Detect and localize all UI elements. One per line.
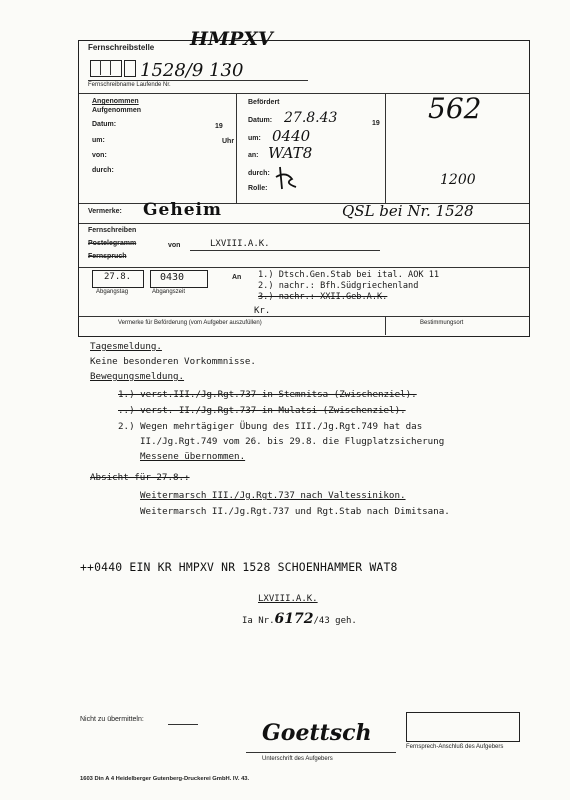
handwritten-station: HMPXV — [190, 28, 273, 50]
handwritten-1200: 1200 — [440, 172, 476, 188]
angenommen-label: Angenommen — [92, 98, 139, 105]
signature: Goettsch — [262, 720, 372, 746]
sender-unit: LXVIII.A.K. — [210, 239, 270, 249]
right-rolle-label: Rolle: — [248, 185, 268, 192]
recipient-2: 2.) nachr.: Bfh.Südgriechenland — [258, 281, 419, 291]
msg-line-3: Bewegungsmeldung. — [90, 371, 185, 382]
msg-line-1: Tagesmeldung. — [90, 341, 162, 352]
right-an-label: an: — [248, 152, 259, 159]
qsl-note: QSL bei Nr. 1528 — [342, 202, 474, 220]
right-an-value: WAT8 — [268, 144, 313, 162]
recipient-3: 3.) nachr.: XXII.Geb.A.K. — [258, 292, 388, 302]
closing-ref-number: 6172 — [274, 611, 314, 627]
phone-label: Fernsprech-Anschluß des Aufgebers — [406, 744, 504, 750]
nicht-label: Nicht zu übermitteln: — [80, 716, 144, 723]
dispatch-time: 0430 — [160, 272, 185, 283]
closing-ref-suffix: /43 geh. — [313, 616, 357, 626]
msg-line-8: Messene übernommen. — [140, 451, 246, 462]
left-uhr: Uhr — [222, 138, 235, 145]
sub-label: Fernschreibname Laufende Nr. — [88, 82, 171, 88]
right-um-label: um: — [248, 135, 261, 142]
aufgenommen-label: Aufgenommen — [92, 107, 141, 114]
printer-imprint: 1603 Din A 4 Heidelberger Gutenberg-Druckerei GmbH. IV. 43. — [80, 776, 250, 782]
handwritten-number: 1528/9 130 — [140, 60, 244, 81]
method-postelegramm: Postelegramm — [88, 240, 137, 247]
phone-box — [406, 712, 520, 742]
befoerdert-label: Befördert — [248, 99, 280, 106]
right-year: 19 — [372, 120, 380, 127]
closing-unit: LXVIII.A.K. — [258, 594, 318, 604]
msg-line-4: 1.) verst.III./Jg.Rgt.737 in Stemnitsa (Zwischenziel). — [118, 389, 417, 400]
msg-line-2: Keine besonderen Vorkommnisse. — [90, 356, 256, 367]
right-datum-value: 27.8.43 — [284, 110, 338, 126]
date-label: Abgangstag — [96, 289, 129, 295]
right-datum-label: Datum: — [248, 117, 273, 124]
method-von: von — [168, 242, 181, 249]
left-year: 19 — [215, 123, 223, 130]
kr-label: Kr. — [254, 306, 271, 316]
msg-line-11: Weitermarsch II./Jg.Rgt.737 und Rgt.Stab nach Dimitsana. — [140, 506, 450, 517]
signature-label: Unterschrift des Aufgebers — [262, 756, 333, 762]
left-datum-label: Datum: — [92, 121, 117, 128]
code-box-2 — [124, 60, 136, 77]
vermerke-label: Vermerke: — [88, 208, 122, 215]
left-durch-label: durch: — [92, 167, 114, 174]
msg-line-5: ..) verst. II./Jg.Rgt.737 in Mulatsi (Zwischenziel). — [118, 405, 406, 416]
closing-ref-prefix: Ia Nr. — [242, 616, 275, 626]
method-fernschreiben: Fernschreiben — [88, 227, 137, 234]
geheim-stamp: Geheim — [143, 200, 222, 220]
handwritten-562: 562 — [428, 92, 482, 125]
right-durch-label: durch: — [248, 170, 270, 177]
an-label: An — [232, 274, 242, 281]
form-title: Fernschreibstelle — [88, 43, 155, 52]
right-um-value: 0440 — [272, 127, 311, 145]
recipient-1: 1.) Dtsch.Gen.Stab bei ital. AOK 11 — [258, 270, 440, 280]
bestimmungsort-label: Bestimmungsort — [420, 320, 464, 326]
dispatch-date: 27.8. — [104, 272, 132, 282]
msg-line-9: Absicht für 27.8.: — [90, 472, 190, 483]
closing-ref — [242, 611, 357, 627]
msg-line-6: 2.) Wegen mehrtägiger Übung des III./Jg.Rgt.749 hat das — [118, 421, 423, 432]
msg-line-10: Weitermarsch III./Jg.Rgt.737 nach Valtessinikon. — [140, 490, 406, 501]
code-box-1 — [90, 60, 122, 77]
initials-mark — [272, 163, 302, 193]
left-um-label: um: — [92, 137, 105, 144]
time-label: Abgangszeit — [152, 289, 186, 295]
msg-line-7: II./Jg.Rgt.749 vom 26. bis 29.8. die Flugplatzsicherung — [140, 436, 445, 447]
left-von-label: von: — [92, 152, 107, 159]
method-fernspruch: Fernspruch — [88, 253, 127, 260]
teletype-line: ++0440 EIN KR HMPXV NR 1528 SCHOENHAMMER WAT8 — [80, 560, 398, 574]
vermerke-befoerderung-label: Vermerke für Beförderung (vom Aufgeber auszufüllen) — [118, 320, 262, 326]
